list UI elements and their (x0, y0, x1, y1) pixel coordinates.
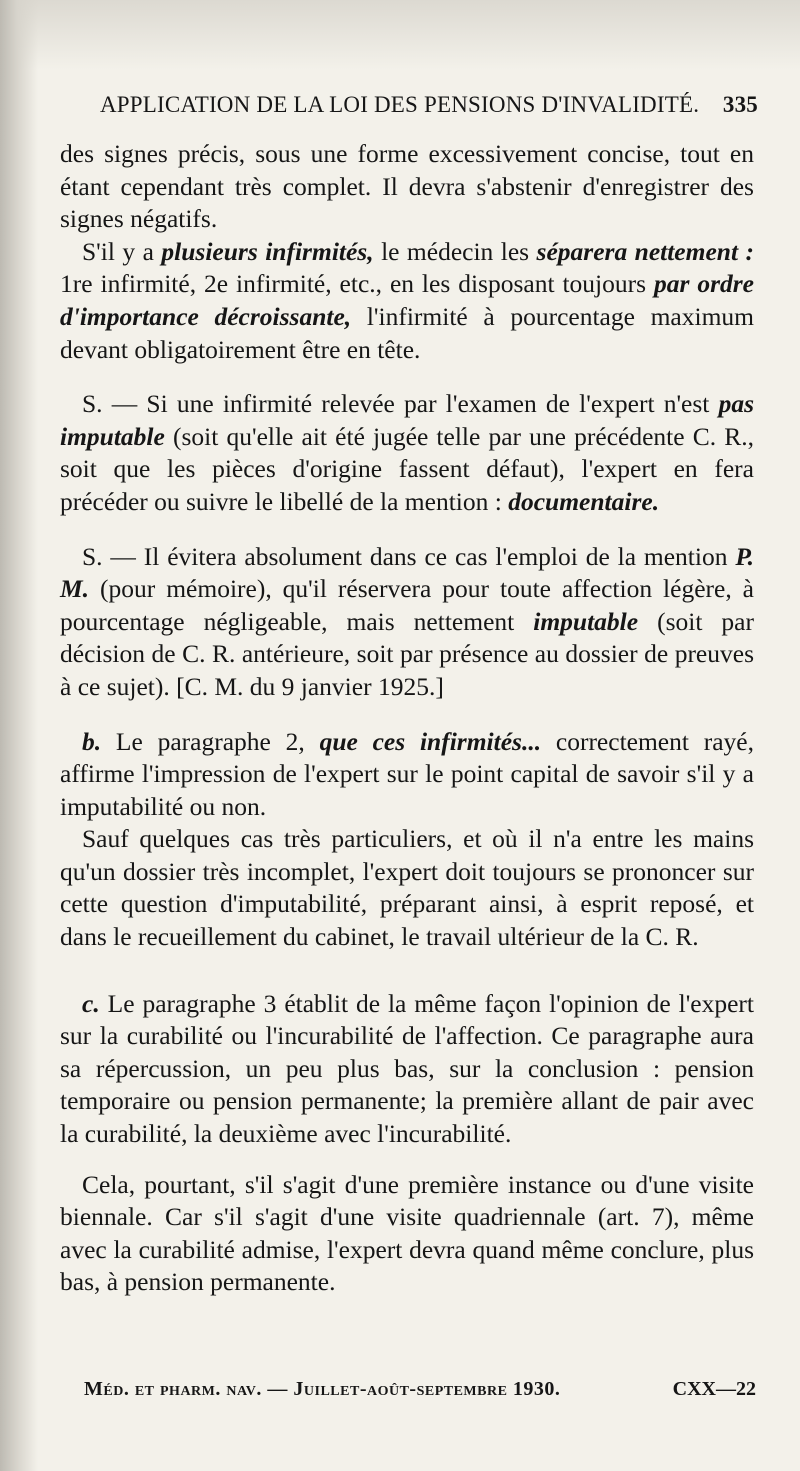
p3-text-1: S. — Si une infirmité relevée par l'examen de l'expert n'est (82, 389, 719, 419)
body-text (60, 138, 754, 1299)
p3-text-2: (soit qu'elle ait été jugée telle par une précédente C. R., soit que les pièces d'origine fassent défaut), l'expert en fera précéder ou suivre le libellé de la mention : (60, 421, 754, 516)
paragraph-5 (60, 726, 754, 824)
p2-text-4: l'infirmité à pourcentage maximum devant obligatoirement être en tête. (60, 301, 754, 364)
paragraph-2 (60, 236, 754, 366)
p4-text-3: (soit par décision de C. R. antérieure, soit par présence au dossier de preuves à ce sujet). [C. M. du 9 janvier 1925.] (60, 606, 754, 701)
footer (84, 1378, 756, 1401)
p2-text-1: S'il y a (82, 236, 162, 266)
p2-emphasis-2: séparera nettement : (536, 236, 754, 266)
p5-emphasis-1: que ces infirmités... (319, 726, 542, 756)
paragraph-6: Sauf quelques cas très particuliers, et où il n'a entre les mains qu'un dossier très incomplet, l'expert doit toujours se prononcer sur cette question d'imputabilité, préparant ainsi, à esprit reposé, et dans le recueillement du cabinet, le travail ultérieur de la C. R. (60, 824, 754, 952)
page-number: 335 (722, 92, 758, 117)
paragraph-8: Cela, pourtant, s'il s'agit d'une première instance ou d'une visite biennale. Car s'il s'agit d'une visite quadriennale (art. 7), même avec la curabilité admise, l'expert devra quand même conclure, plus bas, à pension permanente. (60, 1169, 754, 1297)
p4-emphasis-2: imputable (533, 606, 639, 636)
p5-label: b. (82, 726, 102, 756)
paragraph-1: des signes précis, sous une forme excessivement concise, tout en étant cependant très complet. Il devra s'abstenir d'enregistrer des signes négatifs. (60, 139, 754, 234)
p2-text-3: 1re infirmité, 2e infirmité, etc., en les disposant toujours (60, 269, 654, 299)
running-title: APPLICATION DE LA LOI DES PENSIONS D'INVALIDITÉ. (100, 92, 700, 117)
p5-text-1: Le paragraphe 2, (101, 726, 320, 756)
p7-label: c. (82, 988, 100, 1018)
paragraph-4 (60, 541, 754, 704)
p3-emphasis-2: documentaire. (508, 486, 660, 516)
paragraph-7 (60, 988, 754, 1151)
p3-emphasis-1: pas imputable (60, 389, 754, 451)
running-header (100, 92, 758, 128)
p4-text-1: S. — Il évitera absolument dans ce cas l'emploi de la mention (82, 541, 736, 571)
p5-text-2: correctement rayé, affirme l'impression de l'expert sur le point capital de savoir s'il y a imputabilité ou non. (60, 726, 754, 821)
sheet-signature: CXX—22 (672, 1378, 756, 1400)
p2-emphasis-3: par ordre d'importance décroissante, (60, 269, 754, 331)
p7-text-1: Le paragraphe 3 établit de la même façon l'opinion de l'expert sur la curabilité ou l'incurabilité de l'affection. Ce paragraphe aura sa répercussion, un peu plus bas, sur la conclusion : pension temporaire ou pension permanente; la première allant de pair avec la curabilité, la deuxième avec l'incurabilité. (60, 988, 754, 1149)
journal-reference: Méd. et pharm. nav. — Juillet-août-septembre 1930. (84, 1378, 561, 1400)
page-shadow-top (0, 0, 800, 70)
p2-text-2: le médecin les (373, 236, 537, 266)
p4-text-2: (pour mémoire), qu'il réservera pour toute affection légère, à pourcentage négligeable, mais nettement (60, 574, 754, 636)
paragraph-3 (60, 388, 754, 518)
p4-emphasis-1: P. M. (60, 541, 754, 604)
p2-emphasis-1: plusieurs infirmités, (161, 236, 374, 266)
page-binding-shadow (0, 0, 38, 1471)
